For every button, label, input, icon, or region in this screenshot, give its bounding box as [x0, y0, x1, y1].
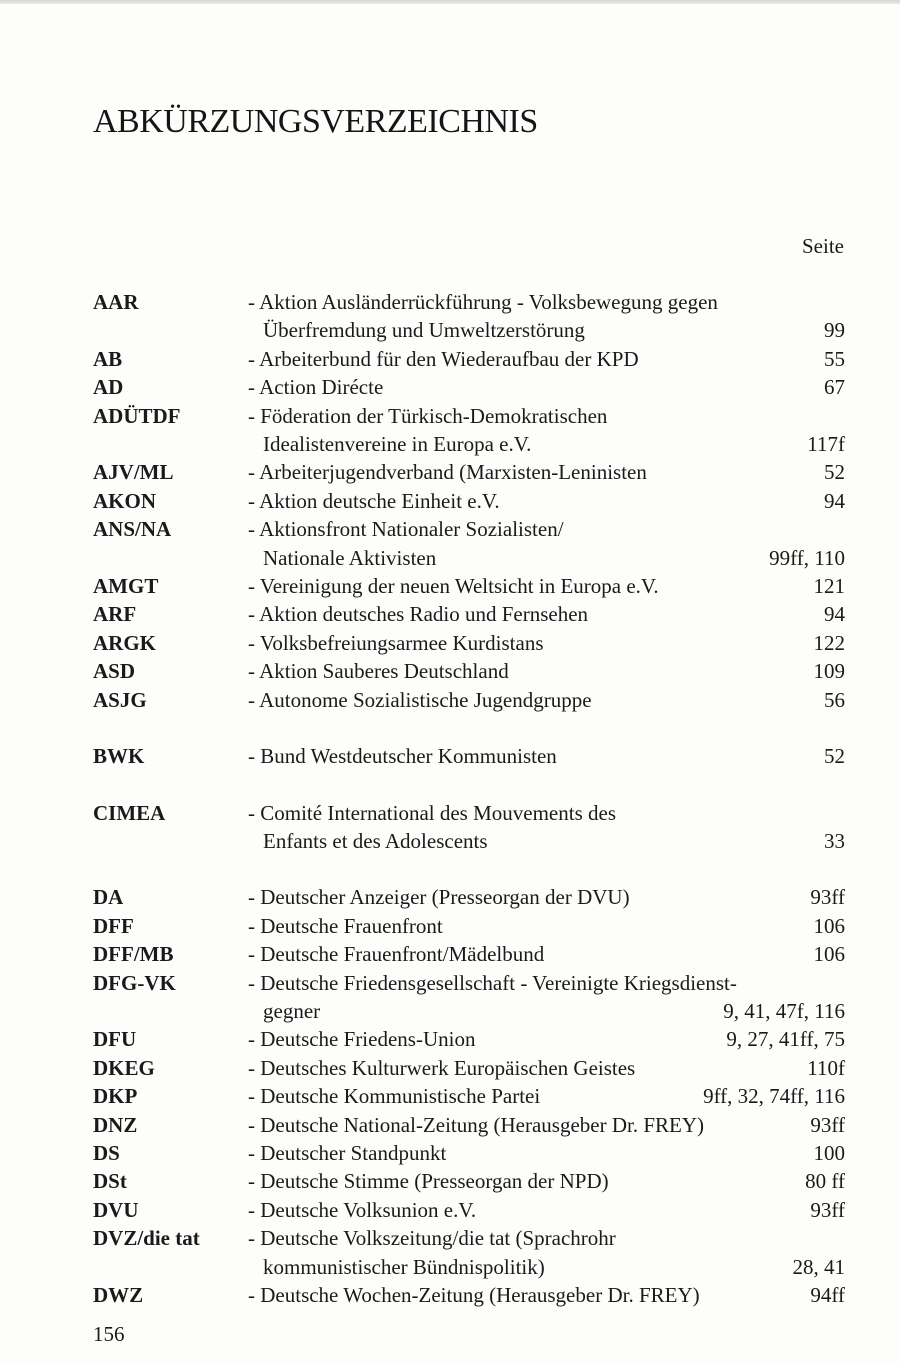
- abbreviation-description: - Aktion deutsche Einheit e.V.: [248, 488, 500, 513]
- abbreviation-entry: [93, 1054, 845, 1082]
- abbreviation-entry: [93, 572, 845, 600]
- page-reference: [835, 1224, 845, 1252]
- abbreviation-entry: [93, 1281, 845, 1309]
- entry-line: [248, 458, 845, 486]
- abbreviation-description: - Aktion Sauberes Deutschland: [248, 659, 509, 684]
- entry-line: [248, 373, 845, 401]
- abbreviation-description: - Deutsche Stimme (Presseorgan der NPD): [248, 1169, 609, 1194]
- entry-group: [93, 742, 845, 770]
- abbreviation-entry: [93, 600, 845, 628]
- entry-line: [248, 487, 845, 515]
- entry-line: [248, 1054, 845, 1082]
- abbreviation-description: - Deutsche National-Zeitung (Herausgeber Dr. FREY): [248, 1112, 705, 1137]
- abbreviation-term: DFU: [93, 1027, 137, 1052]
- abbreviation-description: - Föderation der Türkisch-Demokratischen: [248, 403, 608, 428]
- abbreviation-term: DVU: [93, 1197, 139, 1222]
- abbreviation-term: DKEG: [93, 1055, 155, 1080]
- abbreviation-term: DWZ: [93, 1283, 144, 1307]
- abbreviation-term: ADÜTDF: [93, 403, 181, 428]
- abbreviation-description: - Deutsche Friedensgesellschaft - Vereinigte Kriegsdienst-: [248, 970, 737, 995]
- page-reference: [835, 969, 845, 997]
- abbreviation-term: AMGT: [93, 574, 159, 599]
- abbreviation-description: - Deutsches Kulturwerk Europäischen Geistes: [248, 1055, 636, 1080]
- page-reference: 93ff: [810, 1112, 845, 1137]
- entry-line: [248, 572, 845, 600]
- entry-line: [248, 600, 845, 628]
- abbreviation-term: AJV/ML: [93, 460, 174, 485]
- entry-line: [248, 940, 845, 968]
- page-number: 156: [93, 1322, 125, 1346]
- page-reference: 56: [824, 687, 845, 712]
- page-reference: [835, 515, 845, 543]
- abbreviation-entry: [93, 458, 845, 486]
- entry-line: [248, 515, 845, 543]
- abbreviation-term: DVZ/die tat: [93, 1226, 200, 1251]
- abbreviation-entry: [93, 686, 845, 714]
- abbreviation-term: CIMEA: [93, 800, 166, 825]
- page-reference: 109: [813, 659, 845, 684]
- entry-line: [248, 657, 845, 685]
- page-reference: 9, 41, 47f, 116: [723, 998, 845, 1023]
- abbreviation-description: - Deutsche Volkszeitung/die tat (Sprachrohr: [248, 1226, 616, 1251]
- page-reference: 9, 27, 41ff, 75: [726, 1027, 845, 1052]
- page-reference: 28, 41: [792, 1254, 845, 1279]
- abbreviation-entry: [93, 1082, 845, 1110]
- abbreviation-description: - Aktion Ausländerrückführung - Volksbewegung gegen: [248, 290, 718, 314]
- abbreviation-term: AKON: [93, 488, 156, 513]
- abbreviation-description: - Arbeiterbund für den Wiederaufbau der KPD: [248, 346, 639, 371]
- page-reference: 67: [824, 375, 845, 400]
- abbreviation-description: - Deutsche Kommunistische Partei: [248, 1084, 541, 1109]
- abbreviation-description: - Deutsche Friedens-Union: [248, 1027, 476, 1052]
- entry-line: [248, 430, 845, 458]
- entry-line: [248, 288, 845, 316]
- abbreviation-entry: [93, 1111, 845, 1139]
- abbreviation-description: Nationale Aktivisten: [263, 545, 437, 570]
- entry-line: [248, 1082, 845, 1110]
- page-reference: 121: [813, 574, 845, 599]
- entry-line: [248, 742, 845, 770]
- abbreviation-entry: [93, 1224, 845, 1281]
- abbreviation-term: ASJG: [93, 687, 147, 712]
- page-reference: 9ff, 32, 74ff, 116: [703, 1084, 845, 1109]
- abbreviation-description: Enfants et des Adolescents: [263, 828, 488, 853]
- abbreviation-entry: [93, 969, 845, 1026]
- abbreviation-description: - Aktion deutsches Radio und Fernsehen: [248, 602, 589, 627]
- page-column-header: Seite: [802, 234, 844, 258]
- abbreviation-description: - Deutsche Frauenfront: [248, 913, 443, 938]
- page-reference: 117f: [807, 432, 845, 457]
- page-reference: 99: [824, 318, 845, 343]
- abbreviation-list: [93, 288, 845, 1337]
- abbreviation-entry: [93, 487, 845, 515]
- abbreviation-entry: [93, 657, 845, 685]
- entry-line: [248, 316, 845, 344]
- abbreviation-term: DKP: [93, 1084, 138, 1109]
- entry-group: [93, 799, 845, 856]
- page-reference: 100: [813, 1140, 845, 1165]
- abbreviation-term: ARGK: [93, 630, 156, 655]
- abbreviation-entry: [93, 1196, 845, 1224]
- abbreviation-term: DFF: [93, 913, 134, 938]
- entry-group: [93, 883, 845, 1309]
- entry-group: [93, 288, 845, 714]
- page-reference: 94: [824, 602, 845, 627]
- page-reference: [835, 799, 845, 827]
- abbreviation-entry: [93, 288, 845, 345]
- abbreviation-description: - Vereinigung der neuen Weltsicht in Europa e.V.: [248, 574, 659, 599]
- abbreviation-term: DA: [93, 885, 124, 910]
- abbreviation-term: ANS/NA: [93, 517, 172, 542]
- entry-line: [248, 969, 845, 997]
- abbreviation-term: DSt: [93, 1169, 127, 1194]
- abbreviation-description: - Deutsche Wochen-Zeitung (Herausgeber Dr. FREY): [248, 1283, 700, 1307]
- abbreviation-entry: [93, 1139, 845, 1167]
- abbreviation-term: ARF: [93, 602, 137, 627]
- entry-line: [248, 883, 845, 911]
- page-reference: 80 ff: [805, 1169, 845, 1194]
- abbreviation-description: gegner: [263, 998, 321, 1023]
- abbreviation-description: - Comité International des Mouvements des: [248, 800, 617, 825]
- abbreviation-entry: [93, 402, 845, 459]
- abbreviation-entry: [93, 1167, 845, 1195]
- entry-line: [248, 1196, 845, 1224]
- entry-line: [248, 345, 845, 373]
- abbreviation-description: kommunistischer Bündnispolitik): [263, 1254, 545, 1279]
- page-reference: 122: [813, 630, 845, 655]
- abbreviation-entry: [93, 742, 845, 770]
- entry-line: [248, 1111, 845, 1139]
- page-reference: 33: [824, 828, 845, 853]
- page-reference: 52: [824, 460, 845, 485]
- page-title: ABKÜRZUNGSVERZEICHNIS: [93, 103, 538, 140]
- abbreviation-description: - Aktionsfront Nationaler Sozialisten/: [248, 517, 564, 542]
- abbreviation-term: DFG-VK: [93, 970, 176, 995]
- abbreviation-entry: [93, 912, 845, 940]
- entry-line: [248, 1281, 845, 1309]
- page-reference: 93ff: [810, 1197, 845, 1222]
- abbreviation-entry: [93, 629, 845, 657]
- abbreviation-description: - Deutsche Frauenfront/Mädelbund: [248, 942, 545, 967]
- entry-line: [248, 799, 845, 827]
- abbreviation-entry: [93, 345, 845, 373]
- entry-line: [248, 827, 845, 855]
- abbreviation-term: AB: [93, 346, 123, 371]
- entry-line: [248, 1025, 845, 1053]
- abbreviation-entry: [93, 799, 845, 856]
- abbreviation-term: AD: [93, 375, 124, 400]
- abbreviation-description: - Deutscher Standpunkt: [248, 1140, 447, 1165]
- entry-line: [248, 402, 845, 430]
- page-reference: 94: [824, 488, 845, 513]
- abbreviation-term: DFF/MB: [93, 942, 174, 967]
- page-reference: 55: [824, 346, 845, 371]
- entry-line: [248, 1167, 845, 1195]
- entry-line: [248, 1253, 845, 1281]
- entry-line: [248, 686, 845, 714]
- abbreviation-description: - Action Dirécte: [248, 375, 384, 400]
- abbreviation-entry: [93, 1025, 845, 1053]
- abbreviation-description: - Deutsche Volksunion e.V.: [248, 1197, 477, 1222]
- page-reference: 93ff: [810, 885, 845, 910]
- abbreviation-description: Idealistenvereine in Europa e.V.: [263, 432, 532, 457]
- abbreviation-term: DS: [93, 1140, 120, 1165]
- abbreviation-term: DNZ: [93, 1112, 138, 1137]
- entry-line: [248, 629, 845, 657]
- page-reference: 106: [813, 913, 845, 938]
- page-reference: 99ff, 110: [769, 545, 845, 570]
- abbreviation-description: - Volksbefreiungsarmee Kurdistans: [248, 630, 544, 655]
- entry-line: [248, 997, 845, 1025]
- page-reference: 106: [813, 942, 845, 967]
- page-reference: [835, 288, 845, 316]
- page-reference: 110f: [807, 1055, 845, 1080]
- entry-line: [248, 544, 845, 572]
- entry-line: [248, 1139, 845, 1167]
- page-reference: [835, 402, 845, 430]
- abbreviation-description: - Arbeiterjugendverband (Marxisten-Leninisten: [248, 460, 647, 485]
- abbreviation-term: BWK: [93, 744, 145, 769]
- abbreviation-description: - Bund Westdeutscher Kommunisten: [248, 744, 557, 769]
- page-reference: 52: [824, 744, 845, 769]
- abbreviation-entry: [93, 883, 845, 911]
- top-edge-rule: [0, 0, 900, 4]
- page-reference: 94ff: [810, 1283, 845, 1307]
- entry-line: [248, 1224, 845, 1252]
- abbreviation-description: - Deutscher Anzeiger (Presseorgan der DVU): [248, 885, 630, 910]
- abbreviation-description: Überfremdung und Umweltzerstörung: [263, 318, 585, 343]
- entry-line: [248, 912, 845, 940]
- abbreviation-entry: [93, 373, 845, 401]
- abbreviation-description: - Autonome Sozialistische Jugendgruppe: [248, 687, 592, 712]
- abbreviation-entry: [93, 515, 845, 572]
- abbreviation-term: AAR: [93, 290, 139, 314]
- abbreviation-entry: [93, 940, 845, 968]
- abbreviation-term: ASD: [93, 659, 136, 684]
